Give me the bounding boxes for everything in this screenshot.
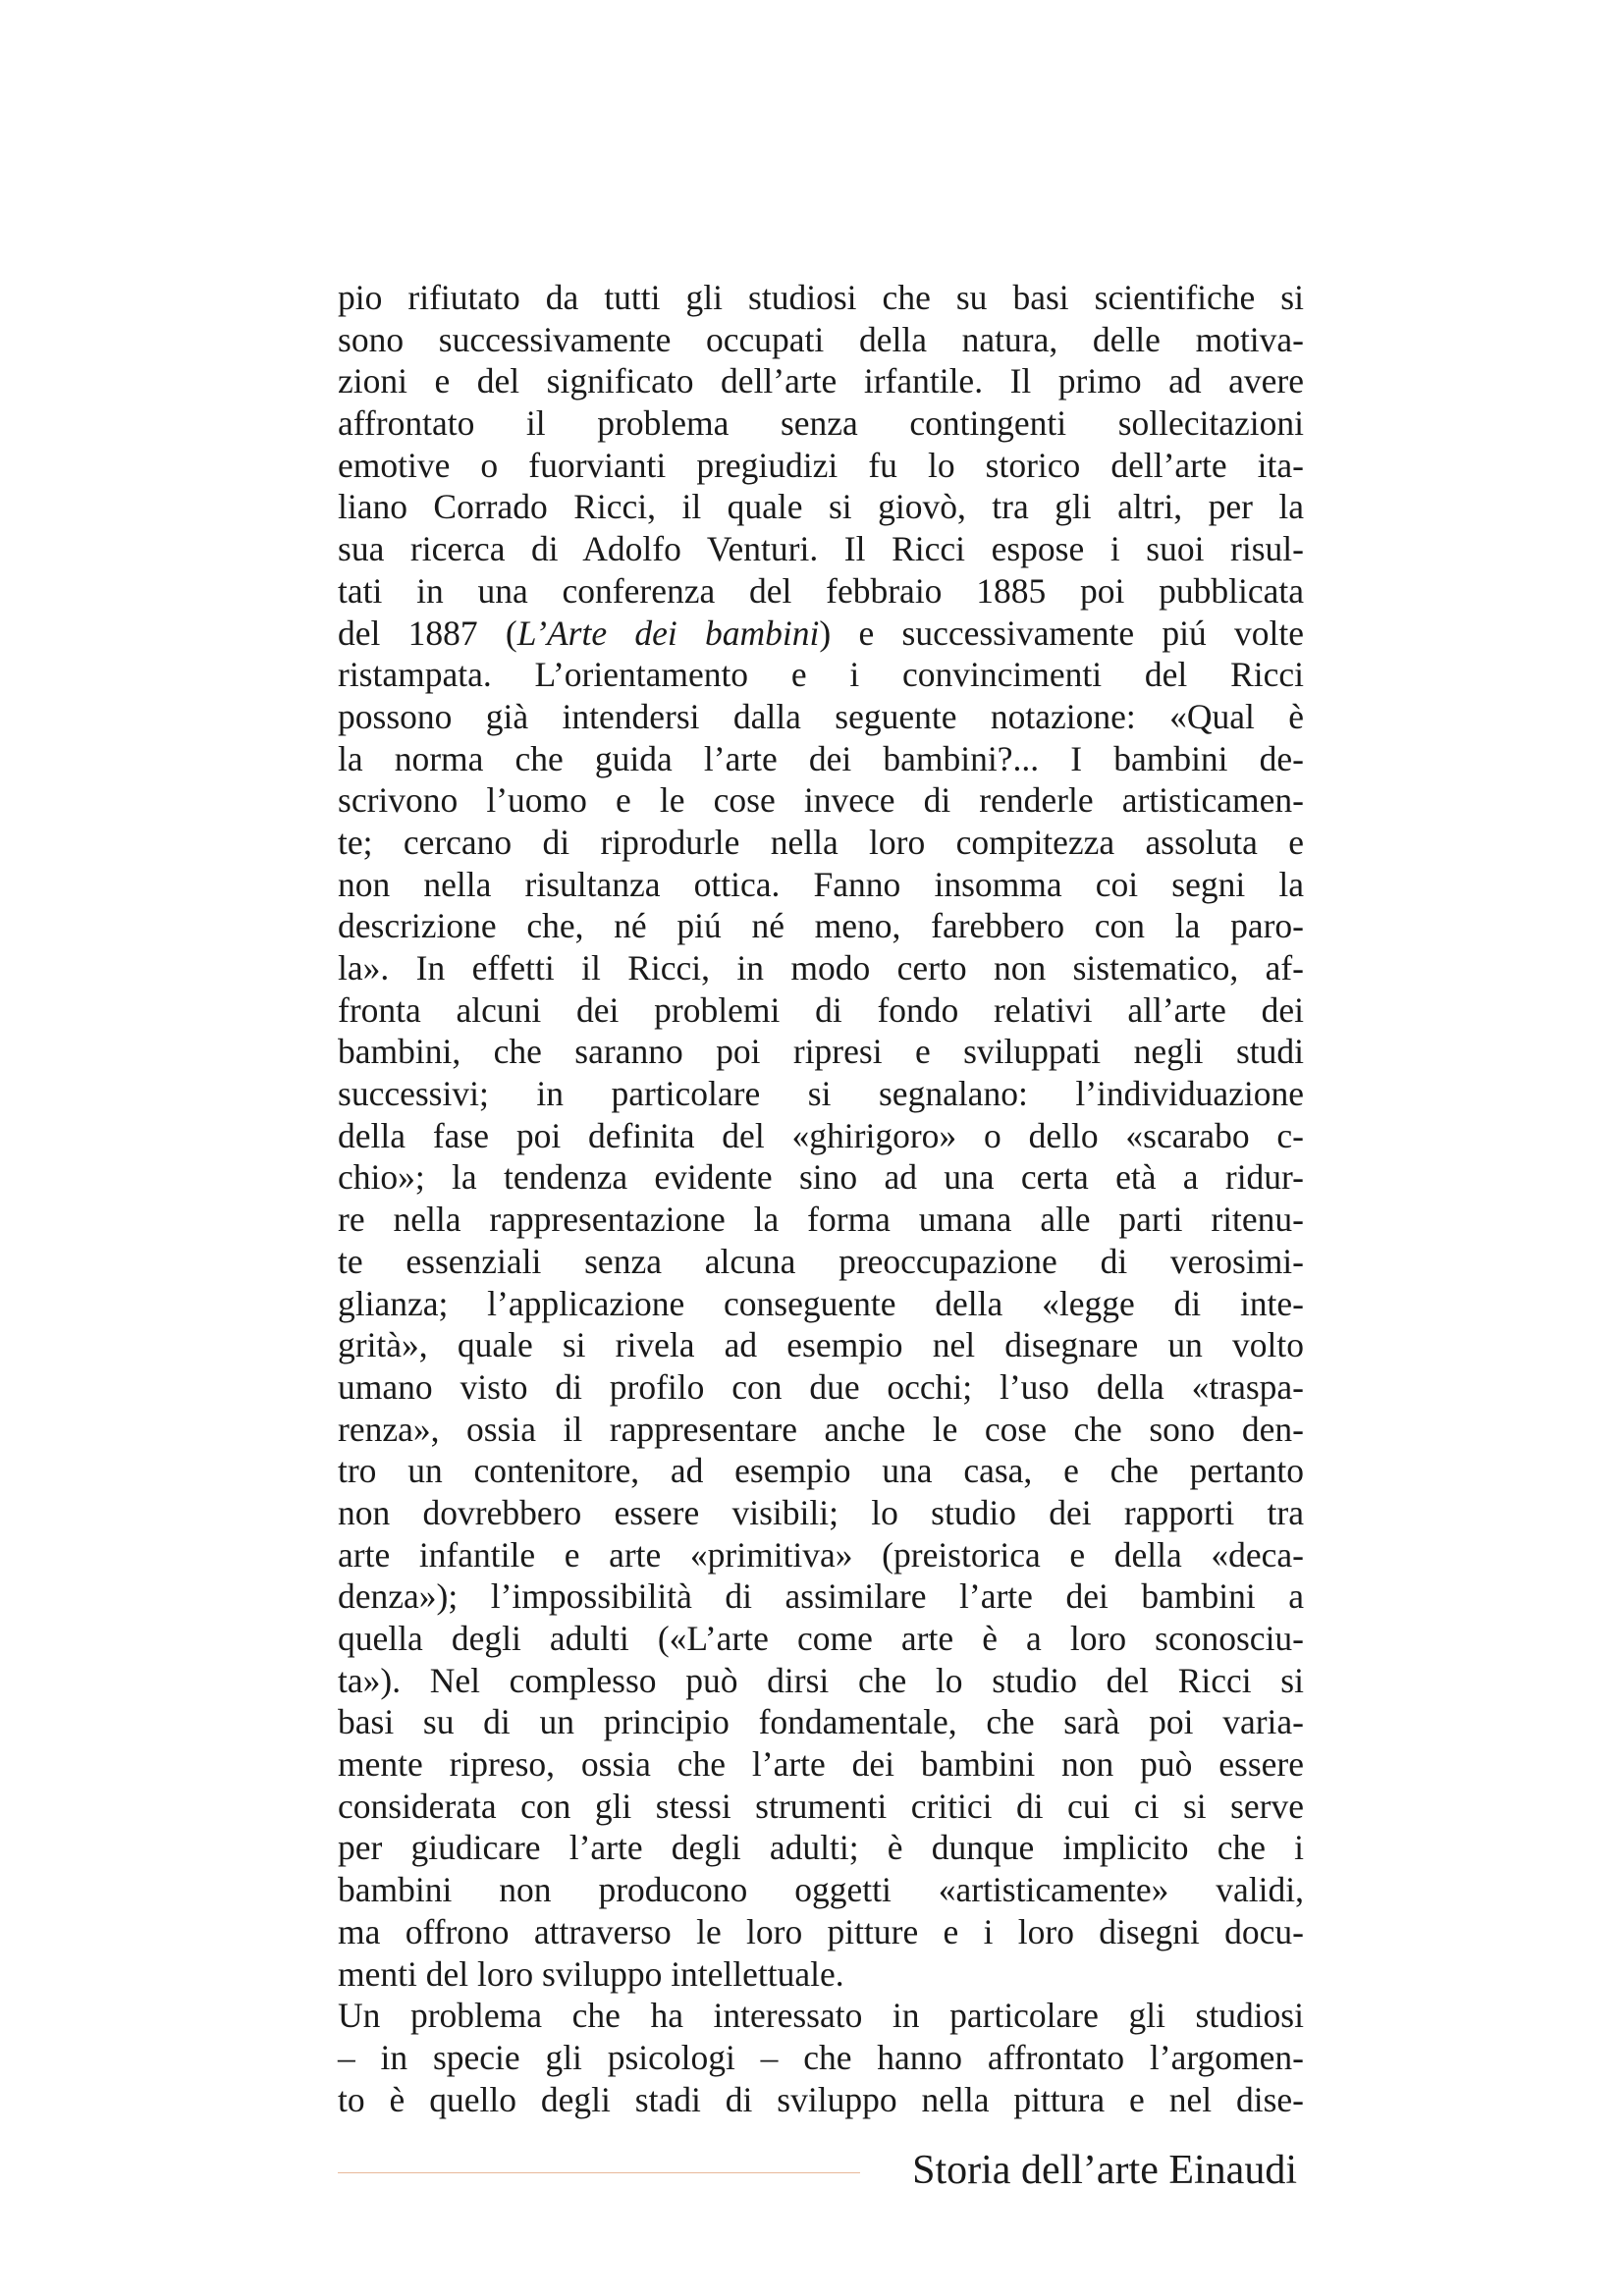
text-line: glianza; l’applicazione conseguente della «legge di inte-	[338, 1283, 1304, 1323]
text-line: ristampata. L’orientamento e i convincimenti del Ricci	[338, 655, 1304, 695]
text-line: ta»). Nel complesso può dirsi che lo studio del Ricci si	[338, 1660, 1304, 1700]
text-line: renza», ossia il rappresentare anche le cose che sono den-	[338, 1409, 1304, 1449]
text-line: to è quello degli stadi di sviluppo nella pittura e nel dise-	[338, 2079, 1304, 2119]
text-line: non dovrebbero essere visibili; lo studio dei rapporti tra	[338, 1492, 1304, 1532]
text-line: Un problema che ha interessato in particolare gli studiosi	[338, 1996, 1304, 2036]
text-line: tati in una conferenza del febbraio 1885 poi pubblicata	[338, 570, 1304, 611]
text-line: la». In effetti il Ricci, in modo certo non sistematico, af-	[338, 948, 1304, 988]
footer-rule	[338, 2172, 860, 2173]
text-line: affrontato il problema senza contingenti sollecitazioni	[338, 403, 1304, 444]
text-line: arte infantile e arte «primitiva» (preistorica e della «deca-	[338, 1534, 1304, 1575]
text-line: quella degli adulti («L’arte come arte è a loro sconosciu-	[338, 1619, 1304, 1658]
text-line-start: del 1887 (	[338, 613, 517, 653]
text-line: bambini non producono oggetti «artisticamente» validi,	[338, 1870, 1304, 1910]
text-line: pio rifiutato da tutti gli studiosi che su basi scientifiche si	[338, 278, 1304, 317]
text-line-end: ) e successivamente piú volte	[819, 613, 1304, 653]
text-line: sono successivamente occupati della natura, delle motiva-	[338, 319, 1304, 359]
text-line-with-title	[338, 613, 1304, 655]
text-line: mente ripreso, ossia che l’arte dei bambini non può essere	[338, 1744, 1304, 1785]
text-line: della fase poi definita del «ghirigoro» o dello «scarabo c-	[338, 1115, 1304, 1155]
text-line: emotive o fuorvianti pregiudizi fu lo storico dell’arte ita-	[338, 445, 1304, 485]
text-line: te essenziali senza alcuna preoccupazione di verosimi-	[338, 1241, 1304, 1281]
footer-series-title: Storia dell’arte Einaudi	[912, 2148, 1297, 2193]
text-line: possono già intendersi dalla seguente notazione: «Qual è	[338, 696, 1304, 736]
text-line: per giudicare l’arte degli adulti; è dunque implicito che i	[338, 1828, 1304, 1868]
text-line: bambini, che saranno poi ripresi e sviluppati negli studi	[338, 1032, 1304, 1072]
text-line: basi su di un principio fondamentale, che sarà poi varia-	[338, 1702, 1304, 1742]
text-line: grità», quale si rivela ad esempio nel disegnare un volto	[338, 1325, 1304, 1365]
body-text	[338, 277, 1304, 2120]
text-line: la norma che guida l’arte dei bambini?... I bambini de-	[338, 738, 1304, 778]
text-line: non nella risultanza ottica. Fanno insomma coi segni la	[338, 864, 1304, 904]
book-title: L’Arte dei bambini	[516, 613, 820, 653]
text-line: ma offrono attraverso le loro pitture e i loro disegni docu-	[338, 1911, 1304, 1951]
text-line: denza»); l’impossibilità di assimilare l’arte dei bambini a	[338, 1576, 1304, 1617]
text-line: te; cercano di riprodurle nella loro compitezza assoluta e	[338, 822, 1304, 862]
text-line-paragraph-end: menti del loro sviluppo intellettuale.	[338, 1953, 844, 1994]
text-line: successivi; in particolare si segnalano: l’individuazione	[338, 1074, 1304, 1114]
text-line: fronta alcuni dei problemi di fondo relativi all’arte dei	[338, 989, 1304, 1030]
text-line: – in specie gli psicologi – che hanno affrontato l’argomen-	[338, 2037, 1304, 2077]
text-line: tro un contenitore, ad esempio una casa, e che pertanto	[338, 1451, 1304, 1491]
text-line: liano Corrado Ricci, il quale si giovò, tra gli altri, per la	[338, 487, 1304, 527]
text-line: sua ricerca di Adolfo Venturi. Il Ricci espose i suoi risul-	[338, 529, 1304, 569]
text-line: considerata con gli stessi strumenti critici di cui ci si serve	[338, 1786, 1304, 1826]
text-line: chio»; la tendenza evidente sino ad una certa età a ridur-	[338, 1157, 1304, 1198]
text-line: descrizione che, né piú né meno, farebbero con la paro-	[338, 906, 1304, 946]
text-line: zioni e del significato dell’arte irfantile. Il primo ad avere	[338, 361, 1304, 401]
text-line: re nella rappresentazione la forma umana alle parti ritenu-	[338, 1200, 1304, 1240]
text-line: scrivono l’uomo e le cose invece di renderle artisticamen-	[338, 780, 1304, 821]
text-line: umano visto di profilo con due occhi; l’uso della «traspa-	[338, 1366, 1304, 1407]
